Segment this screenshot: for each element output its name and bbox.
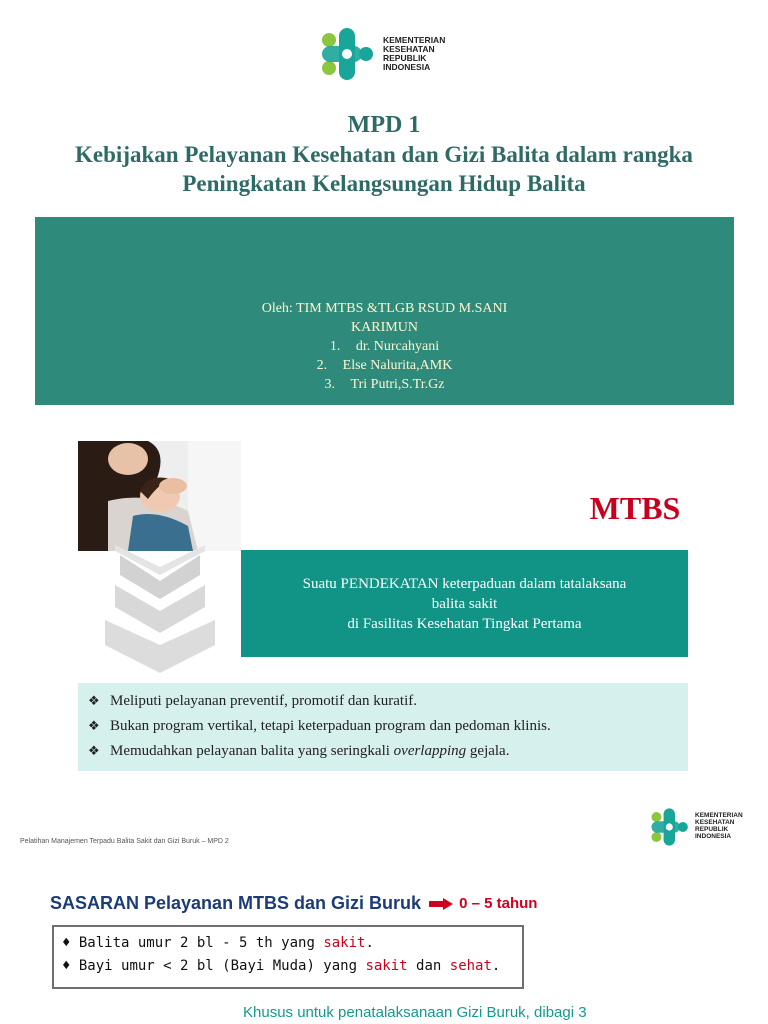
list-item: ❖ Bukan program vertikal, tetapi keterpaduan program dan pedoman klinis. [88, 714, 688, 739]
chevron-down-arrows-icon [105, 545, 215, 675]
author-item: 2. Else Nalurita,AMK [316, 358, 453, 373]
diamond-icon: ♦ [62, 958, 71, 974]
age-range: 0 – 5 tahun [459, 895, 538, 912]
list-item: ❖ Memudahkan pelayanan balita yang seringkali overlapping gejala. [88, 739, 688, 764]
diamond-bullet-icon: ❖ [88, 744, 100, 759]
list-item: ❖ Meliputi pelayanan preventif, promotif dan kuratif. [88, 689, 688, 714]
author-list [35, 337, 734, 394]
author-item: 1. dr. Nurcahyani [329, 339, 440, 354]
target-row: ♦ Balita umur 2 bl - 5 th yang sakit. [62, 935, 374, 951]
module-code: MPD 1 [347, 112, 421, 138]
features-list [78, 683, 688, 764]
by-line-2: KARIMUN [351, 320, 418, 335]
author-box [35, 217, 734, 405]
kemenkes-logo [320, 26, 445, 82]
kemenkes-logo-icon [650, 807, 690, 847]
diamond-bullet-icon: ❖ [88, 719, 100, 734]
sasaran-heading [50, 893, 537, 914]
by-line: Oleh: TIM MTBS &TLGB RSUD M.SANI [261, 301, 508, 316]
target-row: ♦ Bayi umur < 2 bl (Bayi Muda) yang sakit dan sehat. [62, 958, 501, 974]
kemenkes-logo-icon [320, 26, 376, 82]
kemenkes-logo-text: KEMENTERIAN KESEHATAN REPUBLIK INDONESIA [695, 812, 743, 840]
definition-line: balita sakit [431, 596, 498, 612]
target-box [52, 925, 524, 989]
definition-line: Suatu PENDEKATAN keterpaduan dalam tatalaksana [302, 576, 627, 592]
sasaran-title: SASARAN Pelayanan MTBS dan Gizi Buruk [50, 893, 422, 913]
footer-note: Pelatihan Manajemen Terpadu Balita Sakit dan Gizi Buruk – MPD 2 [20, 838, 229, 845]
kemenkes-logo-text: KEMENTERIAN KESEHATAN REPUBLIK INDONESIA [383, 35, 446, 72]
mtbs-heading: MTBS [589, 490, 681, 526]
title-line-1: Kebijakan Pelayanan Kesehatan dan Gizi Balita dalam rangka [75, 142, 693, 167]
author-item: 3. Tri Putri,S.Tr.Gz [324, 377, 445, 392]
arrow-right-icon [429, 898, 453, 910]
mother-child-illustration [78, 441, 241, 551]
title-line-2: Peningkatan Kelangsungan Hidup Balita [182, 171, 586, 196]
diamond-icon: ♦ [62, 935, 71, 951]
mother-child-photo [78, 441, 241, 551]
mtbs-features-box [78, 683, 688, 771]
khusus-text: Khusus untuk penatalaksanaan Gizi Buruk, dibagi 3 [243, 1004, 587, 1021]
slide-title [0, 110, 768, 198]
definition-line: di Fasilitas Kesehatan Tingkat Pertama [347, 616, 582, 632]
kemenkes-logo-small [650, 807, 743, 847]
mtbs-definition-box [241, 550, 688, 657]
diamond-bullet-icon: ❖ [88, 694, 100, 709]
